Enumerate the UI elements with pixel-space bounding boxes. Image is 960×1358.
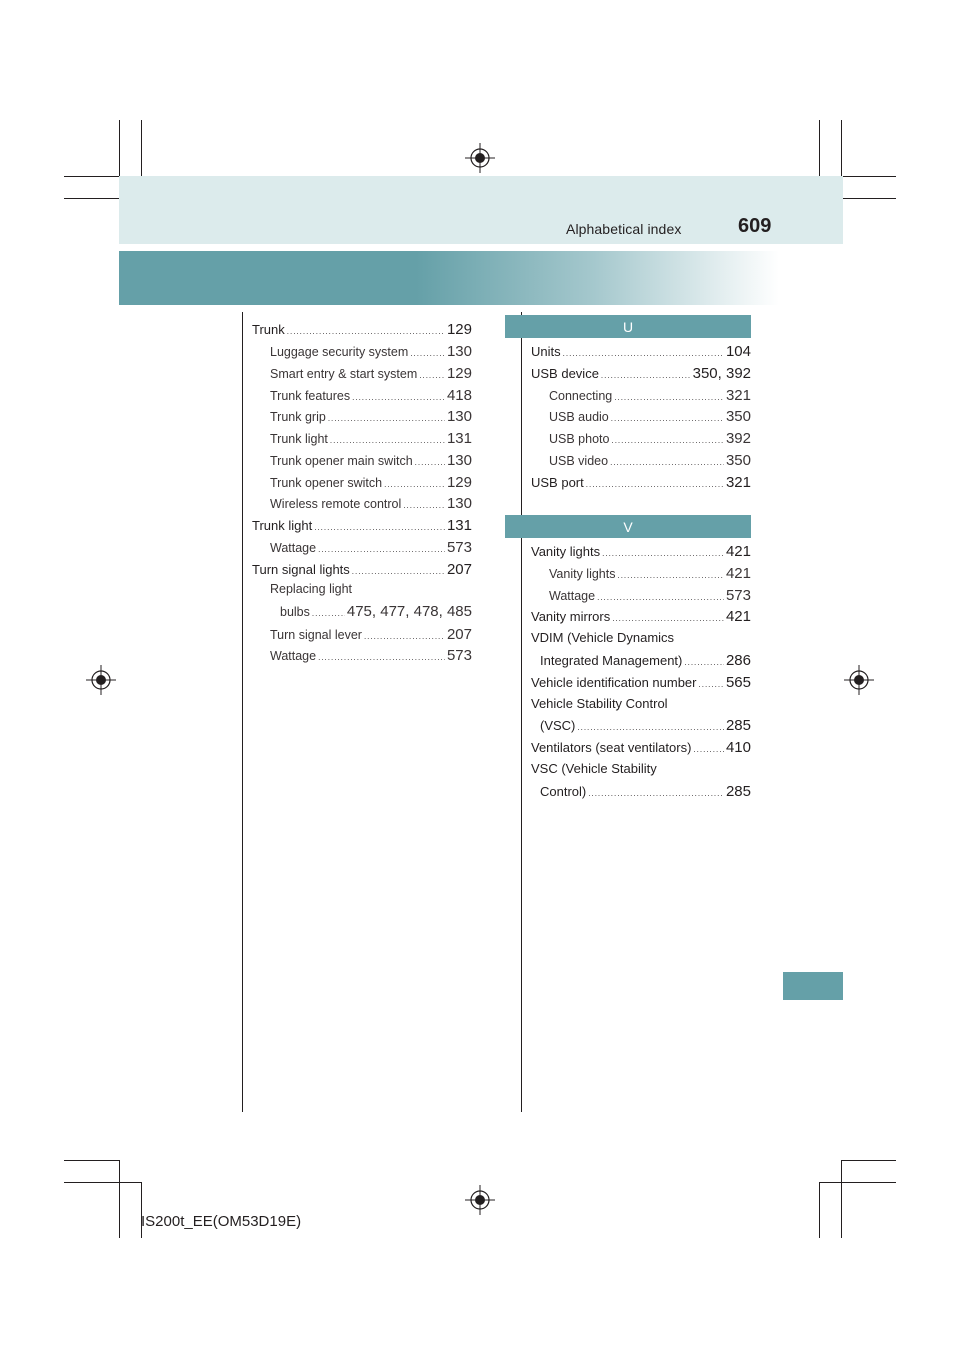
index-subentry: Trunk opener switch ..... 129	[270, 475, 472, 490]
index-entry: USB port ..... 321	[531, 475, 751, 490]
header-band	[119, 251, 779, 305]
document-code: IS200t_EE(OM53D19E)	[141, 1213, 302, 1230]
index-subentry: USB video ..... 350	[549, 453, 751, 468]
crop-mark	[819, 1182, 820, 1238]
index-subentry: USB photo ..... 392	[549, 431, 751, 446]
index-subentry: Connecting ..... 321	[549, 388, 751, 403]
page-title: Alphabetical index	[566, 221, 682, 237]
index-entry: Vanity lights ..... 421	[531, 544, 751, 559]
crop-mark	[119, 1160, 120, 1238]
index-entry: Vanity mirrors ..... 421	[531, 609, 751, 624]
index-subentry-heading: Replacing light	[270, 582, 352, 596]
index-entry: Trunk light ..... 131	[252, 518, 472, 533]
registration-target-icon	[465, 1185, 495, 1215]
index-subentry: Trunk grip ..... 130	[270, 409, 472, 424]
index-entry: Units ..... 104	[531, 344, 751, 359]
crop-mark	[64, 1160, 120, 1161]
index-subentry: Trunk light ..... 131	[270, 431, 472, 446]
index-subentry: Wattage ..... 573	[270, 648, 472, 663]
crop-mark	[64, 1182, 142, 1183]
index-subentry: Trunk features ..... 418	[270, 388, 472, 403]
index-entry-continued: (VSC) ..... 285	[540, 718, 751, 733]
crop-mark	[819, 1182, 896, 1183]
index-subentry: bulbs ..... 475, 477, 478, 485	[280, 604, 472, 619]
index-entry: Vehicle identification number ..... 565	[531, 675, 751, 690]
index-subentry: Smart entry & start system ..... 129	[270, 366, 472, 381]
page-number: 609	[738, 215, 772, 237]
section-header-u: U	[505, 315, 751, 338]
index-subentry: Luggage security system ..... 130	[270, 344, 472, 359]
index-entry-continued: Integrated Management) ..... 286	[540, 653, 751, 668]
index-entry: Turn signal lights ..... 207	[252, 562, 472, 577]
index-entry-heading: VDIM (Vehicle Dynamics	[531, 630, 675, 645]
section-header-v: V	[505, 515, 751, 538]
header-background	[119, 176, 843, 244]
crop-mark	[841, 1160, 896, 1161]
registration-target-icon	[465, 143, 495, 173]
index-side-tab	[783, 972, 843, 1000]
index-entry: USB device ..... 350, 392	[531, 366, 751, 381]
index-entry-continued: Control) ..... 285	[540, 784, 751, 799]
index-subentry: Trunk opener main switch ..... 130	[270, 453, 472, 468]
index-entry: Trunk ..... 129	[252, 322, 472, 337]
index-entry-heading: Vehicle Stability Control	[531, 696, 668, 711]
registration-target-icon	[86, 665, 116, 695]
index-subentry: Turn signal lever ..... 207	[270, 627, 472, 642]
column-rule-left	[242, 312, 243, 1112]
crop-mark	[841, 1160, 842, 1238]
index-subentry: Vanity lights ..... 421	[549, 566, 751, 581]
index-subentry: Wireless remote control ..... 130	[270, 496, 472, 511]
index-subentry: Wattage ..... 573	[270, 540, 472, 555]
registration-target-icon	[844, 665, 874, 695]
index-entry: Ventilators (seat ventilators) ..... 410	[531, 740, 751, 755]
index-subentry: USB audio ..... 350	[549, 409, 751, 424]
crop-mark	[841, 198, 896, 199]
crop-mark	[64, 198, 120, 199]
index-subentry: Wattage ..... 573	[549, 588, 751, 603]
column-rule-middle	[521, 312, 522, 1112]
index-entry-heading: VSC (Vehicle Stability	[531, 761, 657, 776]
